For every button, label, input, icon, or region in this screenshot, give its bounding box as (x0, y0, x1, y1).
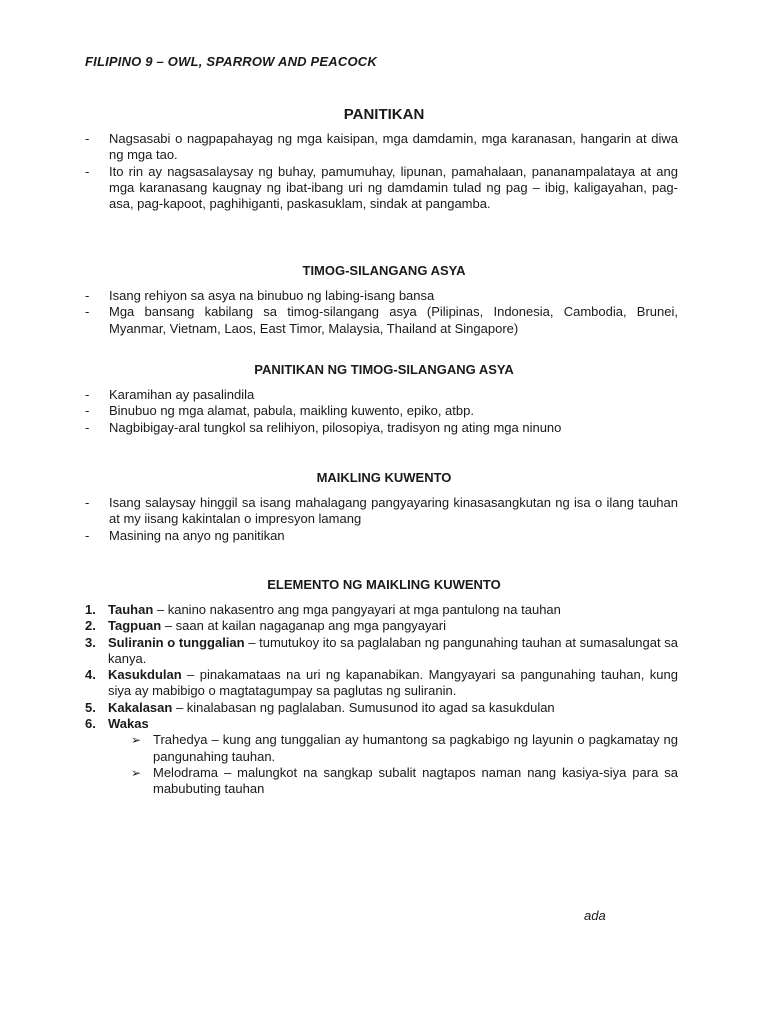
dash-bullet: - (85, 131, 90, 146)
maikling-list (85, 495, 678, 544)
list-item: - Isang salaysay hinggil sa isang mahalagang pangyayaring kinasasangkutan ng isa o ilang tauhan at my iisang kakintalan o impresyon lamang (85, 495, 678, 527)
list-item: - Nagbibigay-aral tungkol sa relihiyon, pilosopiya, tradisyon ng ating mga ninuno (85, 419, 562, 435)
dash-bullet: - (85, 288, 90, 303)
numbered-item: 2. Tagpuan – saan at kailan nagaganap ang mga pangyayari (85, 618, 446, 634)
section-title-panitikan: PANITIKAN (343, 106, 425, 123)
dash-bullet: - (85, 163, 90, 179)
sub-list-item: ➢ Trahedya – kung ang tunggalian ay humantong sa pagkabigo ng layunin o pagkamatay ng pangunahing tauhan. (131, 732, 678, 764)
numbered-item: 1. Tauhan – kanino nakasentro ang mga pangyayari at mga pantulong na tauhan (85, 602, 561, 617)
element-term: Tagpuan (108, 618, 162, 634)
list-item: - Binubuo ng mga alamat, pabula, maikling kuwento, epiko, atbp. (85, 403, 474, 419)
element-term: Kakalasan (108, 699, 173, 715)
dash-bullet: - (85, 527, 90, 543)
numbered-item: 3. Suliranin o tunggalian – tumutukoy ito sa paglalaban ng pangunahing tauhan at sumasalungat sa kanya. (85, 634, 678, 666)
element-term: Kasukdulan (108, 667, 182, 683)
dash-bullet: - (85, 403, 90, 419)
list-item: - Karamihan ay pasalindila (85, 387, 255, 402)
section-title-maikling: MAIKLING KUWENTO (316, 470, 452, 485)
numbered-item: 6. Wakas ➢ Trahedya – kung ang tunggalian ay humantong sa pagkabigo ng layunin o pagkamatay ng pangunahing tauhan. ➢ Melodrama – malungkot na sangkap subalit nagtapos naman nang kasiya-siya para sa mabubuting tauhan (85, 716, 678, 797)
list-item: - Ito rin ay nagsasalaysay ng buhay, pamumuhay, lipunan, pamahalaan, pananampalataya at ang mga karanasang kaugnay ng ibat-ibang uri ng damdamin tulad ng pag – ibig, kaligayahan, pag-asa, pag-kapoot, paghihiganti, paskasuklam, sindak at pangamba. (85, 163, 678, 212)
element-term: Tauhan (108, 602, 154, 617)
arrow-bullet-icon: ➢ (131, 765, 142, 780)
document-header: FILIPINO 9 – OWL, SPARROW AND PEACOCK (85, 54, 377, 69)
arrow-bullet-icon: ➢ (131, 733, 142, 748)
list-item: - Masining na anyo ng panitikan (85, 527, 285, 543)
timog-list (85, 288, 678, 337)
list-item: - Isang rehiyon sa asya na binubuo ng labing-isang bansa (85, 288, 435, 303)
section-title-timog: TIMOG-SILANGANG ASYA (302, 263, 466, 278)
list-item: - Mga bansang kabilang sa timog-silangang asya (Pilipinas, Indonesia, Cambodia, Brunei, Myanmar, Vietnam, Laos, East Timor, Malaysia, Thailand at Singapore) (85, 304, 678, 336)
element-term: Wakas (108, 716, 149, 732)
panitikan-list (85, 131, 678, 212)
sub-list-item: ➢ Melodrama – malungkot na sangkap subalit nagtapos naman nang kasiya-siya para sa mabubuting tauhan (131, 764, 678, 797)
panitikan-timog-list (85, 387, 678, 436)
numbered-item: 4. Kasukdulan – pinakamataas na uri ng kapanabikan. Mangyayari sa pangunahing tauhan, kung siya ay mabibigo o magtatagumpay sa paglutas ng suliranin. (85, 667, 678, 699)
numbered-item: 5. Kakalasan – kinalabasan ng paglalaban. Sumusunod ito agad sa kasukdulan (85, 699, 555, 715)
elemento-list (85, 602, 678, 798)
list-item: - Nagsasabi o nagpapahayag ng mga kaisipan, mga damdamin, mga karanasan, hangarin at diwa ng mga tao. (85, 131, 678, 163)
element-term: Suliranin o tunggalian (108, 634, 245, 650)
section-title-elemento: ELEMENTO NG MAIKLING KUWENTO (267, 577, 501, 592)
dash-bullet: - (85, 304, 90, 320)
dash-bullet: - (85, 419, 90, 435)
footer-signature: ada (584, 908, 606, 923)
dash-bullet: - (85, 387, 90, 402)
section-title-panitikan-timog: PANITIKAN NG TIMOG-SILANGANG ASYA (254, 362, 514, 377)
wakas-sublist (108, 732, 678, 797)
dash-bullet: - (85, 495, 90, 510)
